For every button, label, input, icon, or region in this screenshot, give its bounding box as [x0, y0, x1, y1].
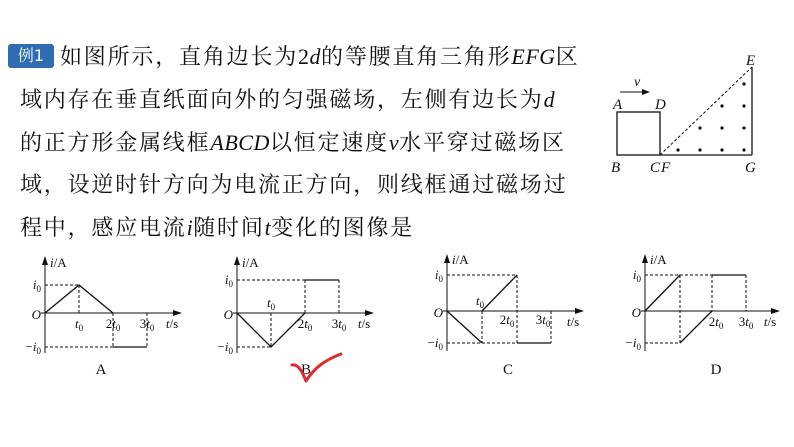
t-symbol: t — [475, 293, 480, 308]
origin-label: O — [31, 307, 41, 322]
question-text: 的正方形金属线框 — [20, 131, 211, 156]
subscript: 0 — [149, 323, 155, 333]
t0-label — [267, 295, 276, 312]
x-axis-symbol: t — [165, 316, 170, 331]
x-axis-label — [764, 314, 776, 329]
subscript: 0 — [718, 321, 724, 331]
subscript: 0 — [228, 279, 233, 289]
minus-sign: − — [427, 335, 435, 350]
point-label-g: G — [745, 160, 756, 176]
x-axis-label — [166, 316, 178, 331]
point-label-c: C — [650, 160, 661, 176]
minus-sign: − — [25, 339, 33, 354]
math-variable: d — [309, 44, 322, 69]
coefficient: 2 — [297, 316, 305, 331]
x-axis-unit: /s — [767, 314, 777, 329]
i-symbol: i — [434, 267, 439, 282]
subscript: 0 — [270, 302, 276, 312]
guide-lines — [447, 275, 551, 343]
option-graph-b — [218, 255, 374, 356]
dot-field-icon — [676, 82, 745, 151]
y-axis-symbol: i — [50, 255, 54, 270]
t-symbol: t — [146, 316, 150, 331]
velocity-label: v — [634, 75, 641, 90]
t-symbol: t — [745, 314, 749, 329]
i-symbol: i — [224, 339, 229, 354]
x-axis-symbol: t — [566, 314, 571, 329]
coefficient: 2 — [499, 312, 507, 327]
math-number: 2 — [298, 44, 310, 69]
triangle-side-fe — [660, 67, 752, 155]
t-symbol: t — [266, 295, 271, 310]
question-text: 区 — [555, 45, 580, 70]
x-axis-unit: /s — [169, 316, 179, 331]
question-text: 如图所示，直角边长为 — [60, 45, 299, 70]
y-axis-label — [50, 255, 67, 270]
y-axis-arrow-icon — [42, 256, 48, 265]
math-variable: d — [543, 87, 556, 112]
check-mark-icon — [292, 354, 341, 381]
question-text: 随时间 — [193, 216, 265, 241]
y-axis-arrow-icon — [642, 254, 648, 263]
point-label-a: A — [613, 97, 623, 113]
question-text: 的等腰直角三角形 — [321, 45, 512, 70]
question-text: 程中，感应电流 — [20, 216, 187, 241]
y-axis-unit: /A — [53, 255, 67, 270]
origin-label: O — [433, 305, 443, 320]
question-text: 以恒定速度 — [269, 131, 389, 156]
y-axis-label — [242, 255, 259, 270]
origin-label: O — [223, 307, 233, 322]
option-label-d: D — [710, 362, 722, 378]
point-label-b: B — [611, 160, 621, 176]
coefficient: 3 — [331, 316, 339, 331]
option-graph-a — [26, 255, 182, 356]
i-symbol: i — [434, 335, 439, 350]
math-variable: v — [388, 130, 400, 155]
y-axis-unit: /A — [455, 252, 469, 267]
t2-label — [106, 316, 121, 333]
subscript: 0 — [78, 323, 84, 333]
math-variable: EFG — [511, 44, 556, 69]
coefficient: 2 — [105, 316, 113, 331]
subscript: 0 — [228, 346, 233, 356]
subscript: 0 — [438, 274, 443, 284]
x-axis-symbol: t — [763, 314, 768, 329]
minus-sign: − — [217, 339, 225, 354]
y-axis-unit: /A — [245, 255, 259, 270]
setup-figure — [611, 53, 756, 176]
neg-i0-label — [626, 335, 642, 352]
coefficient: 3 — [535, 312, 543, 327]
t3-label — [332, 316, 347, 333]
square-frame-abcd — [617, 112, 660, 155]
subscript: 0 — [307, 323, 313, 333]
t-symbol: t — [304, 316, 308, 331]
i-symbol: i — [632, 335, 637, 350]
option-graph-c — [428, 252, 584, 352]
t2-label — [500, 312, 515, 329]
origin-label: O — [631, 305, 641, 320]
pos-i0-label — [33, 277, 42, 294]
math-variable: i — [186, 215, 194, 240]
x-axis-label — [567, 314, 579, 329]
y-axis-label — [452, 252, 469, 267]
pos-i0-label — [225, 272, 234, 289]
guide-lines — [645, 275, 746, 343]
y-axis-arrow-icon — [234, 256, 240, 265]
option-label-c: C — [502, 362, 514, 378]
subscript: 0 — [545, 319, 551, 329]
coefficient: 3 — [738, 314, 746, 329]
t-symbol: t — [506, 312, 510, 327]
t-symbol: t — [542, 312, 546, 327]
t-symbol: t — [74, 316, 79, 331]
option-label-a: A — [95, 362, 107, 378]
neg-i0-label — [428, 335, 444, 352]
t-symbol: t — [338, 316, 342, 331]
y-axis-label — [650, 252, 667, 267]
math-variable: t — [264, 215, 272, 240]
t0-label — [476, 293, 485, 310]
current-curve — [645, 275, 746, 343]
point-label-f: F — [661, 160, 671, 176]
i-symbol: i — [32, 339, 37, 354]
y-axis-arrow-icon — [444, 254, 450, 263]
subscript: 0 — [341, 323, 347, 333]
coefficient: 3 — [139, 316, 147, 331]
y-axis-symbol: i — [650, 252, 654, 267]
t0-label — [75, 316, 84, 333]
subscript: 0 — [438, 342, 443, 352]
i-symbol: i — [32, 277, 37, 292]
subscript: 0 — [479, 300, 485, 310]
question-text: 域，设逆时针方向为电流正方向，则线框通过磁场过 — [20, 173, 568, 198]
subscript: 0 — [509, 319, 515, 329]
t-symbol: t — [715, 314, 719, 329]
math-variable: ABCD — [210, 130, 270, 155]
example-badge: 例1 — [8, 44, 54, 68]
t2-label — [298, 316, 313, 333]
question-text: 水平穿过磁场区 — [399, 131, 566, 156]
coefficient: 2 — [708, 314, 716, 329]
subscript: 0 — [636, 274, 641, 284]
i-symbol: i — [632, 267, 637, 282]
x-axis-unit: /s — [361, 316, 371, 331]
t3-label — [140, 316, 155, 333]
subscript: 0 — [36, 346, 41, 356]
subscript: 0 — [115, 323, 121, 333]
y-axis-symbol: i — [242, 255, 246, 270]
pos-i0-label — [633, 267, 642, 284]
neg-i0-label — [218, 339, 234, 356]
current-curve — [45, 285, 147, 347]
point-label-d: D — [655, 97, 666, 113]
question-text: 变化的图像是 — [271, 216, 415, 241]
t2-label — [709, 314, 724, 331]
guide-lines — [45, 285, 147, 347]
y-axis-unit: /A — [653, 252, 667, 267]
neg-i0-label — [26, 339, 42, 356]
t3-label — [536, 312, 551, 329]
t3-label — [739, 314, 754, 331]
subscript: 0 — [36, 284, 41, 294]
question-text: 域内存在垂直纸面向外的匀强磁场，左侧有边长为 — [20, 88, 544, 113]
x-axis-symbol: t — [357, 316, 362, 331]
y-axis-symbol: i — [452, 252, 456, 267]
option-graph-d — [626, 252, 780, 352]
x-axis-unit: /s — [570, 314, 580, 329]
pos-i0-label — [435, 267, 444, 284]
minus-sign: − — [625, 335, 633, 350]
subscript: 0 — [636, 342, 641, 352]
current-curve — [447, 275, 551, 343]
point-label-e: E — [746, 53, 756, 69]
i-symbol: i — [224, 272, 229, 287]
option-label-b: B — [300, 362, 312, 378]
t-symbol: t — [112, 316, 116, 331]
x-axis-label — [358, 316, 370, 331]
subscript: 0 — [748, 321, 754, 331]
